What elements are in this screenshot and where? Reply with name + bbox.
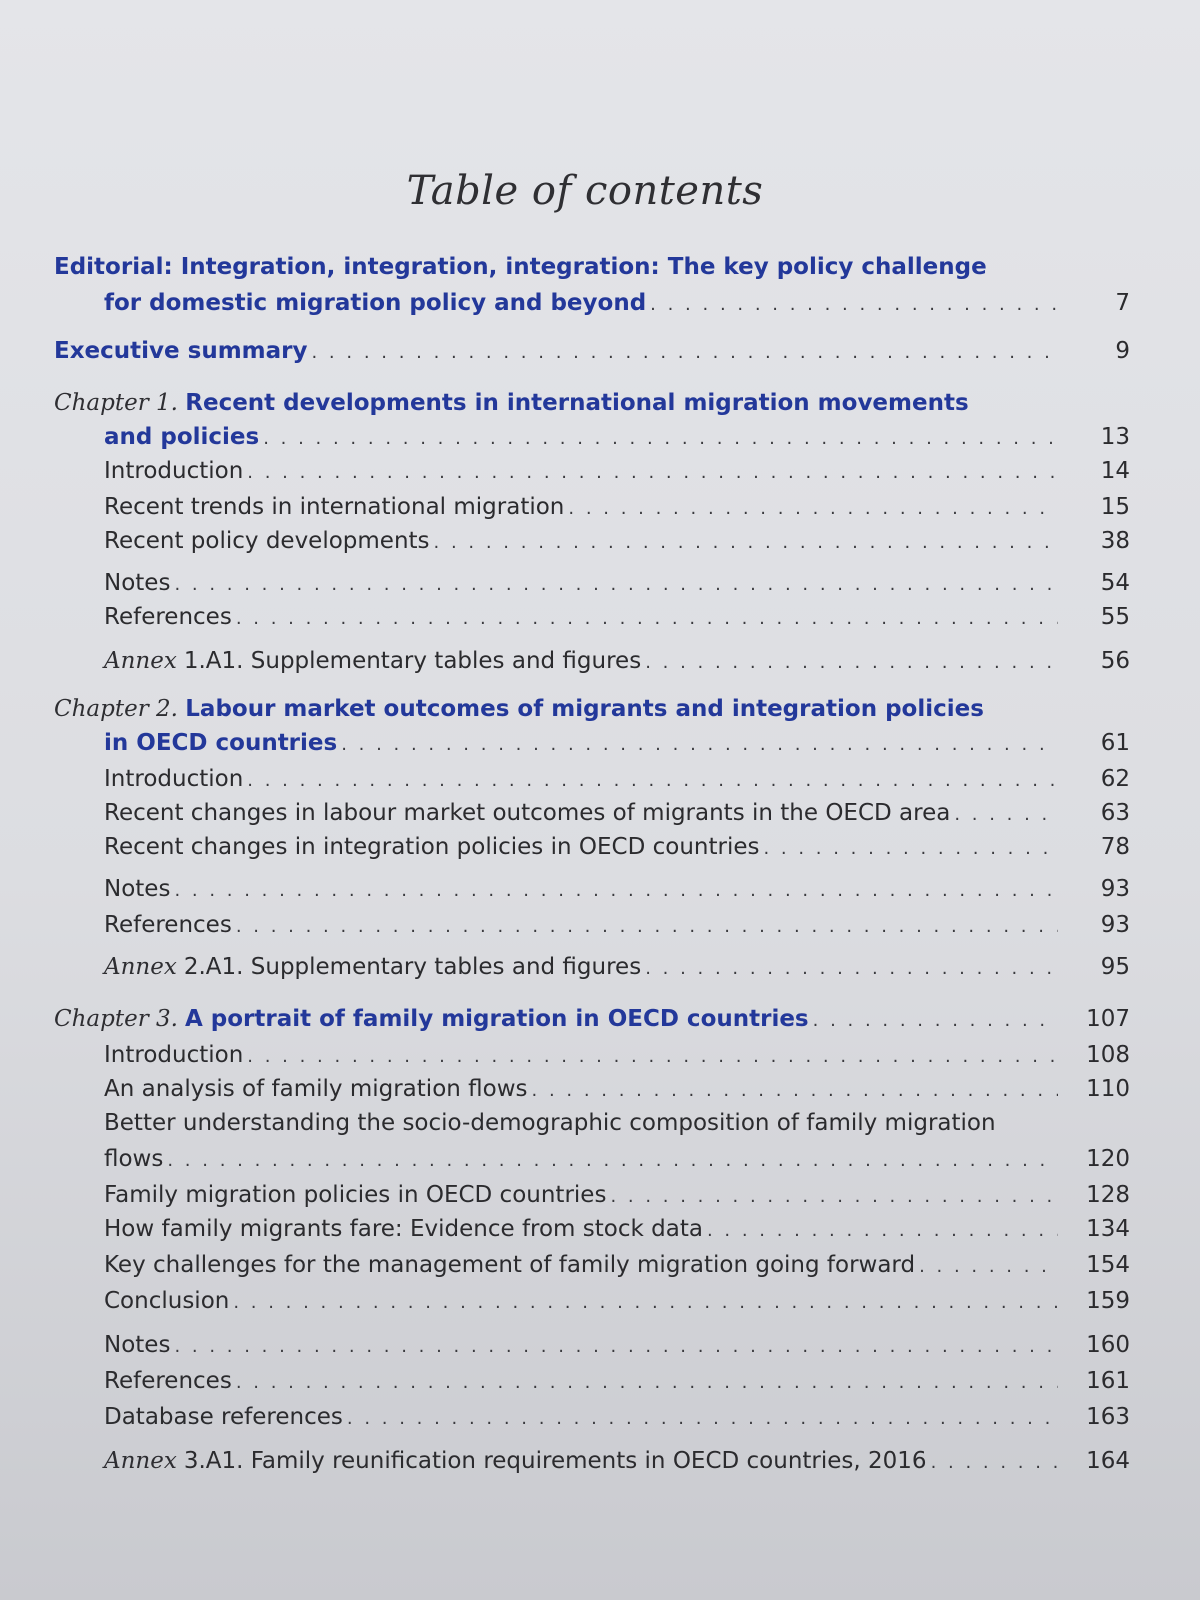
- dot-leader: [236, 1370, 1058, 1396]
- dot-leader: [931, 1450, 1058, 1476]
- toc-entry: [104, 1040, 1130, 1070]
- entry-label: Conclusion: [104, 1288, 230, 1314]
- toc-entry: [104, 910, 1130, 940]
- dot-leader: [954, 802, 1058, 828]
- page-number: 38: [1100, 528, 1130, 554]
- annex-prefix: Annex: [104, 954, 177, 980]
- dot-leader: [341, 732, 1058, 758]
- dot-leader: [174, 878, 1058, 904]
- dot-leader: [311, 340, 1058, 366]
- toc-entry: [104, 798, 1130, 828]
- dot-leader: [174, 1334, 1058, 1360]
- dot-leader: [247, 1044, 1058, 1070]
- chapter1-heading: [54, 388, 969, 418]
- toc-entry: [104, 764, 1130, 794]
- toc-entry: [104, 568, 1130, 598]
- toc-entry: [104, 1180, 1130, 1210]
- dot-leader: [645, 650, 1058, 676]
- chapter3-title: A portrait of family migration in OECD countries: [184, 1006, 809, 1032]
- page-number: 14: [1100, 458, 1130, 484]
- page-number: 154: [1086, 1252, 1130, 1278]
- dot-leader: [610, 1184, 1058, 1210]
- page-number: 164: [1086, 1448, 1130, 1474]
- page-number: 54: [1100, 570, 1130, 596]
- dot-leader: [247, 460, 1058, 486]
- page-number: 161: [1086, 1368, 1130, 1394]
- page-number: 134: [1086, 1216, 1130, 1242]
- entry-label: References: [104, 912, 232, 938]
- dot-leader: [763, 836, 1058, 862]
- entry-label: Recent changes in labour market outcomes of migrants in the OECD area: [104, 800, 951, 826]
- page-number: 95: [1100, 954, 1130, 980]
- chapter1-title-line2: and policies: [104, 424, 260, 450]
- dot-leader: [236, 606, 1058, 632]
- page-title: Table of contents: [406, 168, 764, 214]
- dot-leader: [167, 1148, 1058, 1174]
- page-number: 55: [1100, 604, 1130, 630]
- page-number: 93: [1100, 876, 1130, 902]
- entry-label: References: [104, 604, 232, 630]
- toc-entry: [104, 874, 1130, 904]
- page-number: 159: [1086, 1288, 1130, 1314]
- page-number: 163: [1086, 1404, 1130, 1430]
- dot-leader: [568, 496, 1058, 522]
- page-number: 110: [1086, 1076, 1130, 1102]
- entry-label-line2: flows: [104, 1146, 164, 1172]
- toc-entry: [104, 492, 1130, 522]
- toc-entry: [104, 1330, 1130, 1360]
- toc-entry-chapter2: [104, 728, 1130, 758]
- entry-label: Notes: [104, 1332, 171, 1358]
- toc-entry: [104, 602, 1130, 632]
- entry-label: How family migrants fare: Evidence from stock data: [104, 1216, 703, 1242]
- dot-leader: [233, 1290, 1058, 1316]
- dot-leader: [919, 1254, 1058, 1280]
- chapter2-heading: [54, 694, 984, 724]
- toc-entry-annex: [104, 952, 1130, 982]
- toc-entry-editorial: [104, 288, 1130, 318]
- toc-entry: [104, 832, 1130, 862]
- toc-entry: [104, 526, 1130, 556]
- toc-entry: [104, 1250, 1130, 1280]
- page-number: 9: [1115, 338, 1130, 364]
- page-number: 63: [1100, 800, 1130, 826]
- entry-label: Notes: [104, 876, 171, 902]
- toc-entry: [104, 1286, 1130, 1316]
- page-number: 61: [1100, 730, 1130, 756]
- dot-leader: [434, 530, 1058, 556]
- toc-entry: [104, 456, 1130, 486]
- dot-leader: [263, 426, 1058, 452]
- dot-leader: [650, 292, 1058, 318]
- entry-label: Introduction: [104, 1042, 244, 1068]
- annex-label: 3.A1. Family reunification requirements in OECD countries, 2016: [183, 1448, 927, 1474]
- dot-leader: [236, 914, 1058, 940]
- entry-label: Introduction: [104, 766, 244, 792]
- entry-label: Recent trends in international migration: [104, 494, 565, 520]
- dot-leader: [813, 1008, 1058, 1034]
- entry-label: Database references: [104, 1404, 343, 1430]
- chapter2-title-line1: Labour market outcomes of migrants and integration policies: [185, 696, 984, 722]
- toc-entry-chapter3: [54, 1004, 1130, 1034]
- page-number: 78: [1100, 834, 1130, 860]
- toc-entry: [104, 1074, 1130, 1104]
- entry-label: Introduction: [104, 458, 244, 484]
- annex-prefix: Annex: [104, 648, 177, 674]
- page-number: 120: [1086, 1146, 1130, 1172]
- dot-leader: [532, 1078, 1058, 1104]
- annex-label: 1.A1. Supplementary tables and figures: [183, 648, 642, 674]
- page-number: 7: [1115, 290, 1130, 316]
- toc-entry-annex: [104, 646, 1130, 676]
- entry-label: Family migration policies in OECD countries: [104, 1182, 607, 1208]
- page-number: 93: [1100, 912, 1130, 938]
- page-number: 108: [1086, 1042, 1130, 1068]
- chapter3-prefix: Chapter 3.: [54, 1006, 178, 1032]
- page-number: 62: [1100, 766, 1130, 792]
- page-number: 128: [1086, 1182, 1130, 1208]
- dot-leader: [707, 1218, 1058, 1244]
- annex-label: 2.A1. Supplementary tables and figures: [183, 954, 642, 980]
- page-number: 13: [1100, 424, 1130, 450]
- dot-leader: [645, 956, 1058, 982]
- entry-label: Key challenges for the management of family migration going forward: [104, 1252, 916, 1278]
- toc-entry: [104, 1402, 1130, 1432]
- editorial-title-line1: Editorial: Integration, integration, integration: The key policy challenge: [54, 254, 987, 280]
- entry-label: References: [104, 1368, 232, 1394]
- chapter2-prefix: Chapter 2.: [54, 696, 178, 722]
- toc-entry-executive-summary: [54, 336, 1130, 366]
- toc-entry-chapter1: [104, 422, 1130, 452]
- page-number: 56: [1100, 648, 1130, 674]
- dot-leader: [347, 1406, 1058, 1432]
- toc-entry-annex: [104, 1446, 1130, 1476]
- page-number: 160: [1086, 1332, 1130, 1358]
- toc-entry: [104, 1214, 1130, 1244]
- page-number: 15: [1100, 494, 1130, 520]
- editorial-title-line2: for domestic migration policy and beyond: [104, 290, 647, 316]
- entry-label: Notes: [104, 570, 171, 596]
- toc-entry: [104, 1366, 1130, 1396]
- dot-leader: [247, 768, 1058, 794]
- entry-label: Recent changes in integration policies in OECD countries: [104, 834, 760, 860]
- entry-label: An analysis of family migration flows: [104, 1076, 528, 1102]
- toc-entry: [104, 1144, 1130, 1174]
- dot-leader: [174, 572, 1058, 598]
- chapter2-title-line2: in OECD countries: [104, 730, 338, 756]
- chapter1-title-line1: Recent developments in international migration movements: [185, 390, 969, 416]
- executive-summary-label: Executive summary: [54, 338, 308, 364]
- entry-label: Recent policy developments: [104, 528, 430, 554]
- annex-prefix: Annex: [104, 1448, 177, 1474]
- page-number: 107: [1086, 1006, 1130, 1032]
- entry-label-line1: Better understanding the socio-demographic composition of family migration: [104, 1110, 996, 1136]
- chapter1-prefix: Chapter 1.: [54, 390, 178, 416]
